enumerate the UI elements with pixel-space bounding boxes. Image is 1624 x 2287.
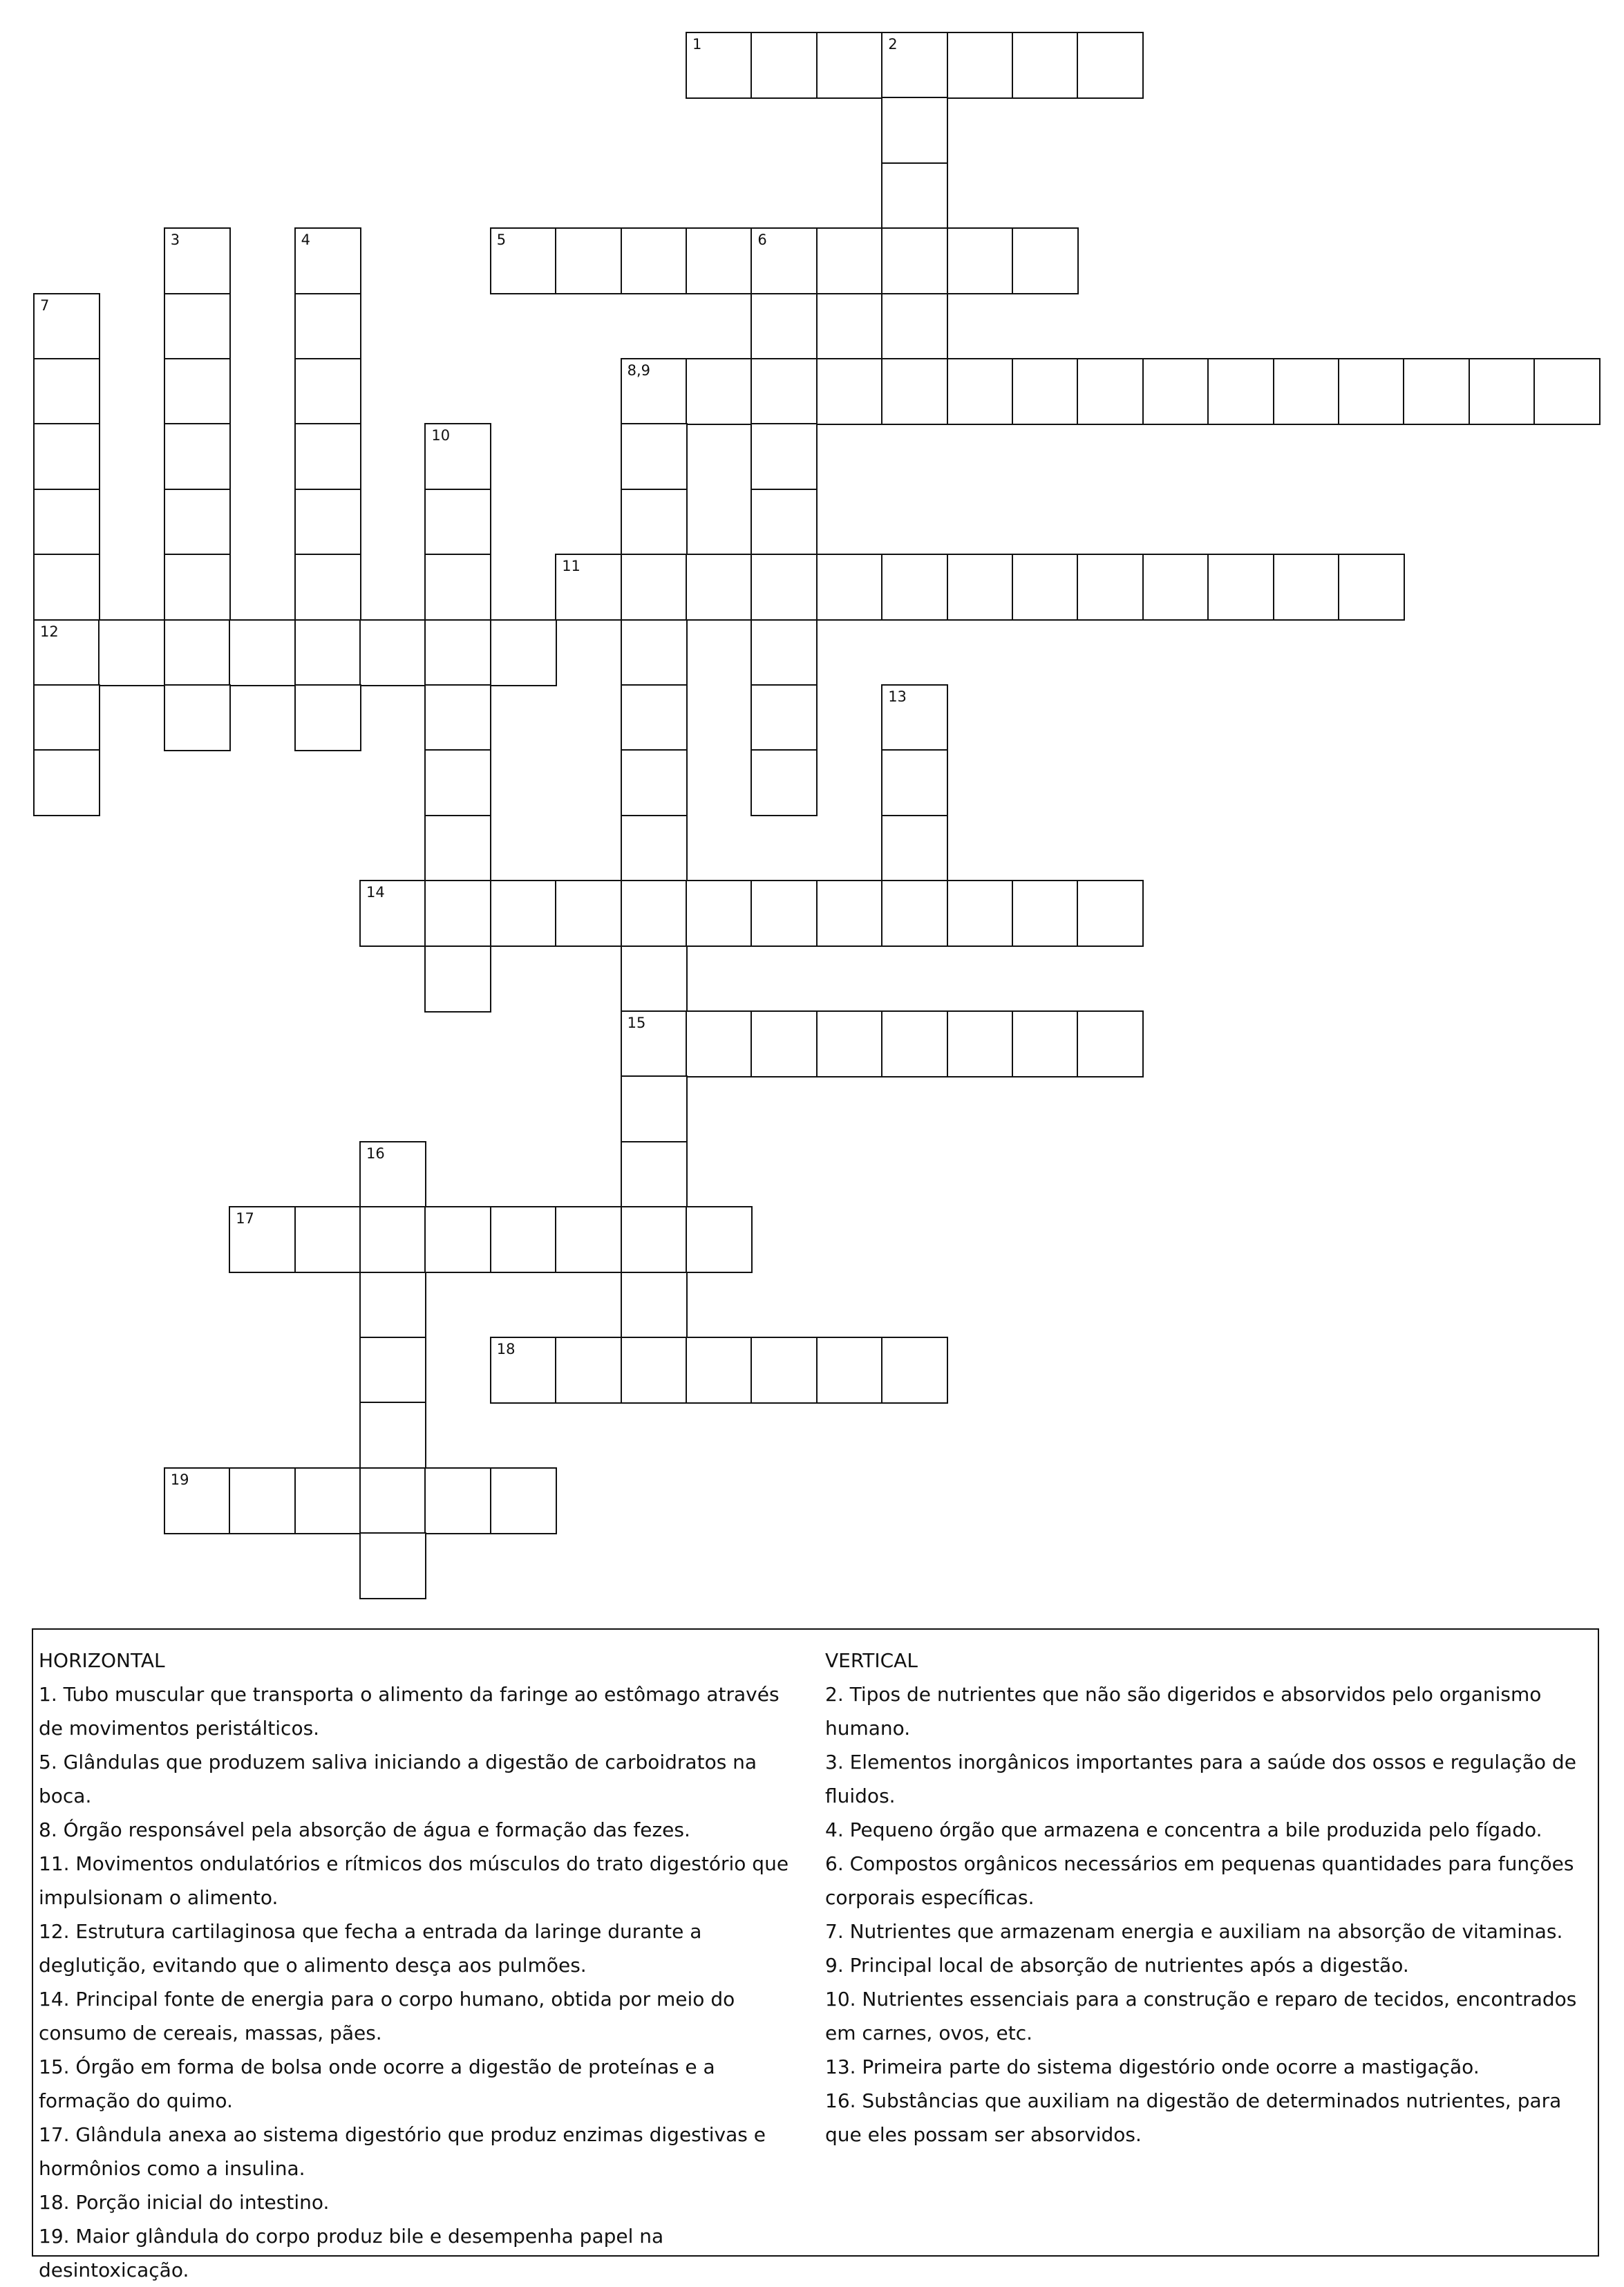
crossword-cell[interactable] bbox=[750, 749, 818, 816]
crossword-cell[interactable] bbox=[1077, 32, 1144, 99]
crossword-cell-5[interactable] bbox=[490, 227, 557, 294]
crossword-cell[interactable] bbox=[555, 1337, 622, 1404]
crossword-cell[interactable] bbox=[686, 1206, 753, 1273]
clues-box bbox=[32, 1628, 1599, 2281]
clue-number: 4 bbox=[301, 232, 310, 249]
crossword-cell[interactable] bbox=[1012, 32, 1079, 99]
crossword-cell[interactable] bbox=[424, 815, 491, 882]
clue-vertical-3: 3. Elementos inorgânicos importantes para a saúde dos ossos e regulação de fluidos. bbox=[825, 1751, 1576, 1807]
crossword-cell[interactable] bbox=[621, 684, 688, 751]
crossword-cell-18[interactable] bbox=[490, 1337, 557, 1404]
crossword-cell[interactable] bbox=[686, 1337, 753, 1404]
crossword-cell[interactable] bbox=[621, 423, 688, 490]
clue-vertical-16: 16. Substâncias que auxiliam na digestão de determinados nutrientes, para que eles possam ser absorvidos. bbox=[825, 2089, 1562, 2146]
clue-horizontal-12: 12. Estrutura cartilaginosa que fecha a entrada da laringe durante a deglutição, evitando que o alimento desça aos pulmões. bbox=[39, 1920, 702, 1977]
crossword-cell[interactable] bbox=[816, 227, 883, 294]
crossword-cell-10[interactable] bbox=[424, 423, 491, 490]
crossword-cell[interactable] bbox=[33, 423, 100, 490]
clue-number: 12 bbox=[40, 623, 59, 640]
clue-horizontal-5: 5. Glândulas que produzem saliva iniciando a digestão de carboidratos na boca. bbox=[39, 1751, 757, 1807]
clue-horizontal-19: 19. Maior glândula do corpo produz bile e desempenha papel na desintoxicação. bbox=[39, 2225, 664, 2281]
crossword-cell[interactable] bbox=[750, 293, 818, 360]
crossword-cell[interactable] bbox=[686, 227, 753, 294]
crossword-cell[interactable] bbox=[816, 1010, 883, 1077]
crossword-cell[interactable] bbox=[164, 554, 231, 621]
crossword-cell[interactable] bbox=[686, 554, 753, 621]
crossword-cell[interactable] bbox=[750, 32, 818, 99]
crossword-cell[interactable] bbox=[294, 554, 361, 621]
horizontal-clues-title: HORIZONTAL bbox=[39, 1649, 165, 1672]
crossword-cell[interactable] bbox=[1012, 227, 1079, 294]
crossword-cell[interactable] bbox=[359, 1467, 426, 1534]
crossword-cell[interactable] bbox=[490, 619, 557, 686]
crossword-cell[interactable] bbox=[621, 489, 688, 556]
clue-horizontal-1: 1. Tubo muscular que transporta o alimento da faringe ao estômago através de movimentos peristálticos. bbox=[39, 1683, 780, 1740]
crossword-cell[interactable] bbox=[750, 684, 818, 751]
crossword-cell[interactable] bbox=[881, 358, 948, 425]
clue-number: 11 bbox=[562, 558, 580, 575]
crossword-cell[interactable] bbox=[424, 880, 491, 947]
crossword-cell[interactable] bbox=[1533, 358, 1601, 425]
clue-number: 16 bbox=[366, 1145, 385, 1162]
clue-vertical-7: 7. Nutrientes que armazenam energia e auxiliam na absorção de vitaminas. bbox=[825, 1920, 1563, 1943]
crossword-cell[interactable] bbox=[750, 1010, 818, 1077]
crossword-cell[interactable] bbox=[164, 293, 231, 360]
horizontal-clues bbox=[39, 1644, 806, 2287]
clue-number: 2 bbox=[888, 36, 898, 53]
clue-vertical-6: 6. Compostos orgânicos necessários em pequenas quantidades para funções corporais específicas. bbox=[825, 1852, 1574, 1909]
crossword-cell[interactable] bbox=[359, 1532, 426, 1599]
crossword-cell-11[interactable] bbox=[555, 554, 622, 621]
crossword-cell[interactable] bbox=[424, 489, 491, 556]
crossword-cell-17[interactable] bbox=[229, 1206, 296, 1273]
clue-vertical-13: 13. Primeira parte do sistema digestório onde ocorre a mastigação. bbox=[825, 2055, 1480, 2078]
crossword-cell[interactable] bbox=[621, 1337, 688, 1404]
crossword-cell-7[interactable] bbox=[33, 293, 100, 360]
crossword-cell[interactable] bbox=[621, 554, 688, 621]
crossword-cell[interactable] bbox=[1142, 554, 1209, 621]
crossword-cell-19[interactable] bbox=[164, 1467, 231, 1534]
crossword-cell[interactable] bbox=[750, 358, 818, 425]
crossword-cell[interactable] bbox=[490, 880, 557, 947]
clue-number: 7 bbox=[40, 297, 50, 314]
clue-vertical-10: 10. Nutrientes essenciais para a construção e reparo de tecidos, encontrados em carnes, ovos, etc. bbox=[825, 1988, 1577, 2044]
crossword-cell[interactable] bbox=[750, 554, 818, 621]
crossword-cell[interactable] bbox=[621, 1272, 688, 1339]
crossword-cell[interactable] bbox=[1273, 358, 1340, 425]
clue-horizontal-15: 15. Órgão em forma de bolsa onde ocorre a digestão de proteínas e a formação do quimo. bbox=[39, 2055, 715, 2112]
vertical-clues bbox=[825, 1644, 1592, 2152]
crossword-cell[interactable] bbox=[686, 1010, 753, 1077]
crossword-cell[interactable] bbox=[33, 684, 100, 751]
clue-number: 18 bbox=[496, 1341, 516, 1357]
crossword-cell[interactable] bbox=[359, 1402, 426, 1469]
clue-horizontal-11: 11. Movimentos ondulatórios e rítmicos dos músculos do trato digestório que impulsionam o alimento. bbox=[39, 1852, 789, 1909]
crossword-cell[interactable] bbox=[164, 619, 231, 686]
crossword-cell-14[interactable] bbox=[359, 880, 426, 947]
crossword-cell[interactable] bbox=[621, 945, 688, 1013]
crossword-cell[interactable] bbox=[881, 749, 948, 816]
clue-number: 15 bbox=[627, 1015, 646, 1031]
crossword-cell[interactable] bbox=[424, 1467, 491, 1534]
crossword-cell[interactable] bbox=[294, 684, 361, 751]
crossword-cell[interactable] bbox=[621, 619, 688, 686]
crossword-cell[interactable] bbox=[1012, 358, 1079, 425]
crossword-cell[interactable] bbox=[881, 293, 948, 360]
crossword-cell[interactable] bbox=[816, 554, 883, 621]
clue-horizontal-18: 18. Porção inicial do intestino. bbox=[39, 2191, 330, 2214]
crossword-cell[interactable] bbox=[359, 1206, 426, 1273]
crossword-cell[interactable] bbox=[555, 880, 622, 947]
crossword-cell-15[interactable] bbox=[621, 1010, 688, 1077]
clue-vertical-9: 9. Principal local de absorção de nutrientes após a digestão. bbox=[825, 1954, 1409, 1977]
crossword-cell[interactable] bbox=[1338, 554, 1405, 621]
crossword-cell[interactable] bbox=[1207, 554, 1274, 621]
crossword-cell[interactable] bbox=[294, 619, 361, 686]
crossword-cell[interactable] bbox=[33, 749, 100, 816]
crossword-cell[interactable] bbox=[1077, 554, 1144, 621]
crossword-cell[interactable] bbox=[686, 358, 753, 425]
crossword-cell[interactable] bbox=[1207, 358, 1274, 425]
crossword-cell[interactable] bbox=[294, 1206, 361, 1273]
crossword-cell[interactable] bbox=[164, 358, 231, 425]
crossword-cell[interactable] bbox=[881, 880, 948, 947]
crossword-cell[interactable] bbox=[555, 1206, 622, 1273]
clue-number: 1 bbox=[692, 36, 702, 53]
crossword-cell[interactable] bbox=[424, 684, 491, 751]
crossword-cell[interactable] bbox=[359, 1337, 426, 1404]
crossword-cell[interactable] bbox=[1012, 1010, 1079, 1077]
clue-number: 14 bbox=[366, 884, 385, 901]
crossword-cell[interactable] bbox=[1469, 358, 1536, 425]
crossword-cell[interactable] bbox=[359, 619, 426, 686]
crossword-cell[interactable] bbox=[229, 1467, 296, 1534]
crossword-cell[interactable] bbox=[1338, 358, 1405, 425]
clue-number: 8,9 bbox=[627, 362, 650, 379]
clue-vertical-4: 4. Pequeno órgão que armazena e concentra a bile produzida pelo fígado. bbox=[825, 1818, 1542, 1841]
crossword-cell-3[interactable] bbox=[164, 227, 231, 294]
crossword-cell[interactable] bbox=[424, 1206, 491, 1273]
crossword-cell[interactable] bbox=[816, 358, 883, 425]
crossword-cell[interactable] bbox=[1012, 880, 1079, 947]
crossword-cell[interactable] bbox=[621, 815, 688, 882]
crossword-cell[interactable] bbox=[881, 1010, 948, 1077]
crossword-cell[interactable] bbox=[164, 684, 231, 751]
crossword-cell[interactable] bbox=[98, 619, 165, 686]
clue-number: 6 bbox=[757, 232, 767, 249]
crossword-cell[interactable] bbox=[947, 227, 1014, 294]
crossword-cell[interactable] bbox=[947, 1010, 1014, 1077]
crossword-cell[interactable] bbox=[490, 1467, 557, 1534]
crossword-cell[interactable] bbox=[359, 1272, 426, 1339]
crossword-cell[interactable] bbox=[750, 489, 818, 556]
crossword-cell[interactable] bbox=[621, 227, 688, 294]
crossword-cell-1[interactable] bbox=[686, 32, 753, 99]
crossword-cell[interactable] bbox=[881, 227, 948, 294]
crossword-cell[interactable] bbox=[490, 1206, 557, 1273]
crossword-cell[interactable] bbox=[294, 293, 361, 360]
crossword-cell[interactable] bbox=[947, 880, 1014, 947]
crossword-cell[interactable] bbox=[621, 749, 688, 816]
clue-number: 19 bbox=[170, 1471, 189, 1488]
crossword-cell-8-9[interactable] bbox=[621, 358, 688, 425]
crossword-cell[interactable] bbox=[816, 1337, 883, 1404]
crossword-cell[interactable] bbox=[750, 619, 818, 686]
clue-number: 13 bbox=[888, 688, 907, 705]
crossword-cell[interactable] bbox=[816, 32, 883, 99]
crossword-cell[interactable] bbox=[33, 358, 100, 425]
clue-number: 17 bbox=[236, 1210, 254, 1227]
crossword-cell[interactable] bbox=[621, 880, 688, 947]
crossword-cell[interactable] bbox=[164, 489, 231, 556]
crossword-cell-6[interactable] bbox=[750, 227, 818, 294]
crossword-cell[interactable] bbox=[1077, 880, 1144, 947]
clue-horizontal-14: 14. Principal fonte de energia para o corpo humano, obtida por meio do consumo de cereais, massas, pães. bbox=[39, 1988, 735, 2044]
crossword-cell[interactable] bbox=[750, 880, 818, 947]
crossword-cell-13[interactable] bbox=[881, 684, 948, 751]
clue-number: 3 bbox=[170, 232, 180, 249]
crossword-cell[interactable] bbox=[881, 554, 948, 621]
clue-number: 5 bbox=[496, 232, 507, 249]
crossword-cell[interactable] bbox=[881, 1337, 948, 1404]
crossword-cell[interactable] bbox=[33, 489, 100, 556]
clue-vertical-2: 2. Tipos de nutrientes que não são digeridos e absorvidos pelo organismo humano. bbox=[825, 1683, 1542, 1740]
crossword-cell[interactable] bbox=[424, 619, 491, 686]
vertical-clues-title: VERTICAL bbox=[825, 1649, 918, 1672]
crossword-cell[interactable] bbox=[947, 32, 1014, 99]
crossword-cell[interactable] bbox=[229, 619, 296, 686]
crossword-cell[interactable] bbox=[621, 1141, 688, 1208]
crossword-cell[interactable] bbox=[1273, 554, 1340, 621]
crossword-cell[interactable] bbox=[1403, 358, 1470, 425]
crossword-cell[interactable] bbox=[686, 880, 753, 947]
crossword-cell[interactable] bbox=[881, 162, 948, 229]
crossword-cell[interactable] bbox=[1077, 1010, 1144, 1077]
clue-number: 10 bbox=[431, 427, 451, 444]
crossword-cell[interactable] bbox=[947, 358, 1014, 425]
crossword-cell[interactable] bbox=[881, 97, 948, 164]
clue-horizontal-17: 17. Glândula anexa ao sistema digestório que produz enzimas digestivas e hormônios como a insulina. bbox=[39, 2123, 766, 2180]
crossword-cell-12[interactable] bbox=[33, 619, 100, 686]
crossword-cell[interactable] bbox=[816, 880, 883, 947]
crossword-cell[interactable] bbox=[424, 554, 491, 621]
crossword-cell[interactable] bbox=[555, 227, 622, 294]
crossword-cell[interactable] bbox=[424, 749, 491, 816]
crossword-cell[interactable] bbox=[294, 358, 361, 425]
crossword-cell[interactable] bbox=[621, 1206, 688, 1273]
crossword-cell[interactable] bbox=[881, 815, 948, 882]
crossword-cell[interactable] bbox=[164, 423, 231, 490]
crossword-cell[interactable] bbox=[33, 554, 100, 621]
crossword-cell[interactable] bbox=[1012, 554, 1079, 621]
crossword-cell[interactable] bbox=[1142, 358, 1209, 425]
crossword-cell[interactable] bbox=[294, 1467, 361, 1534]
crossword-cell[interactable] bbox=[750, 423, 818, 490]
crossword-cell[interactable] bbox=[947, 554, 1014, 621]
clue-horizontal-8: 8. Órgão responsável pela absorção de água e formação das fezes. bbox=[39, 1818, 690, 1841]
crossword-cell[interactable] bbox=[1077, 358, 1144, 425]
crossword-cell[interactable] bbox=[621, 1075, 688, 1142]
crossword-cell[interactable] bbox=[294, 489, 361, 556]
crossword-cell[interactable] bbox=[750, 1337, 818, 1404]
crossword-cell-4[interactable] bbox=[294, 227, 361, 294]
crossword-cell[interactable] bbox=[424, 945, 491, 1013]
crossword-cell[interactable] bbox=[294, 423, 361, 490]
crossword-cell[interactable] bbox=[816, 293, 883, 360]
crossword-cell-16[interactable] bbox=[359, 1141, 426, 1208]
crossword-cell-2[interactable] bbox=[881, 32, 948, 99]
